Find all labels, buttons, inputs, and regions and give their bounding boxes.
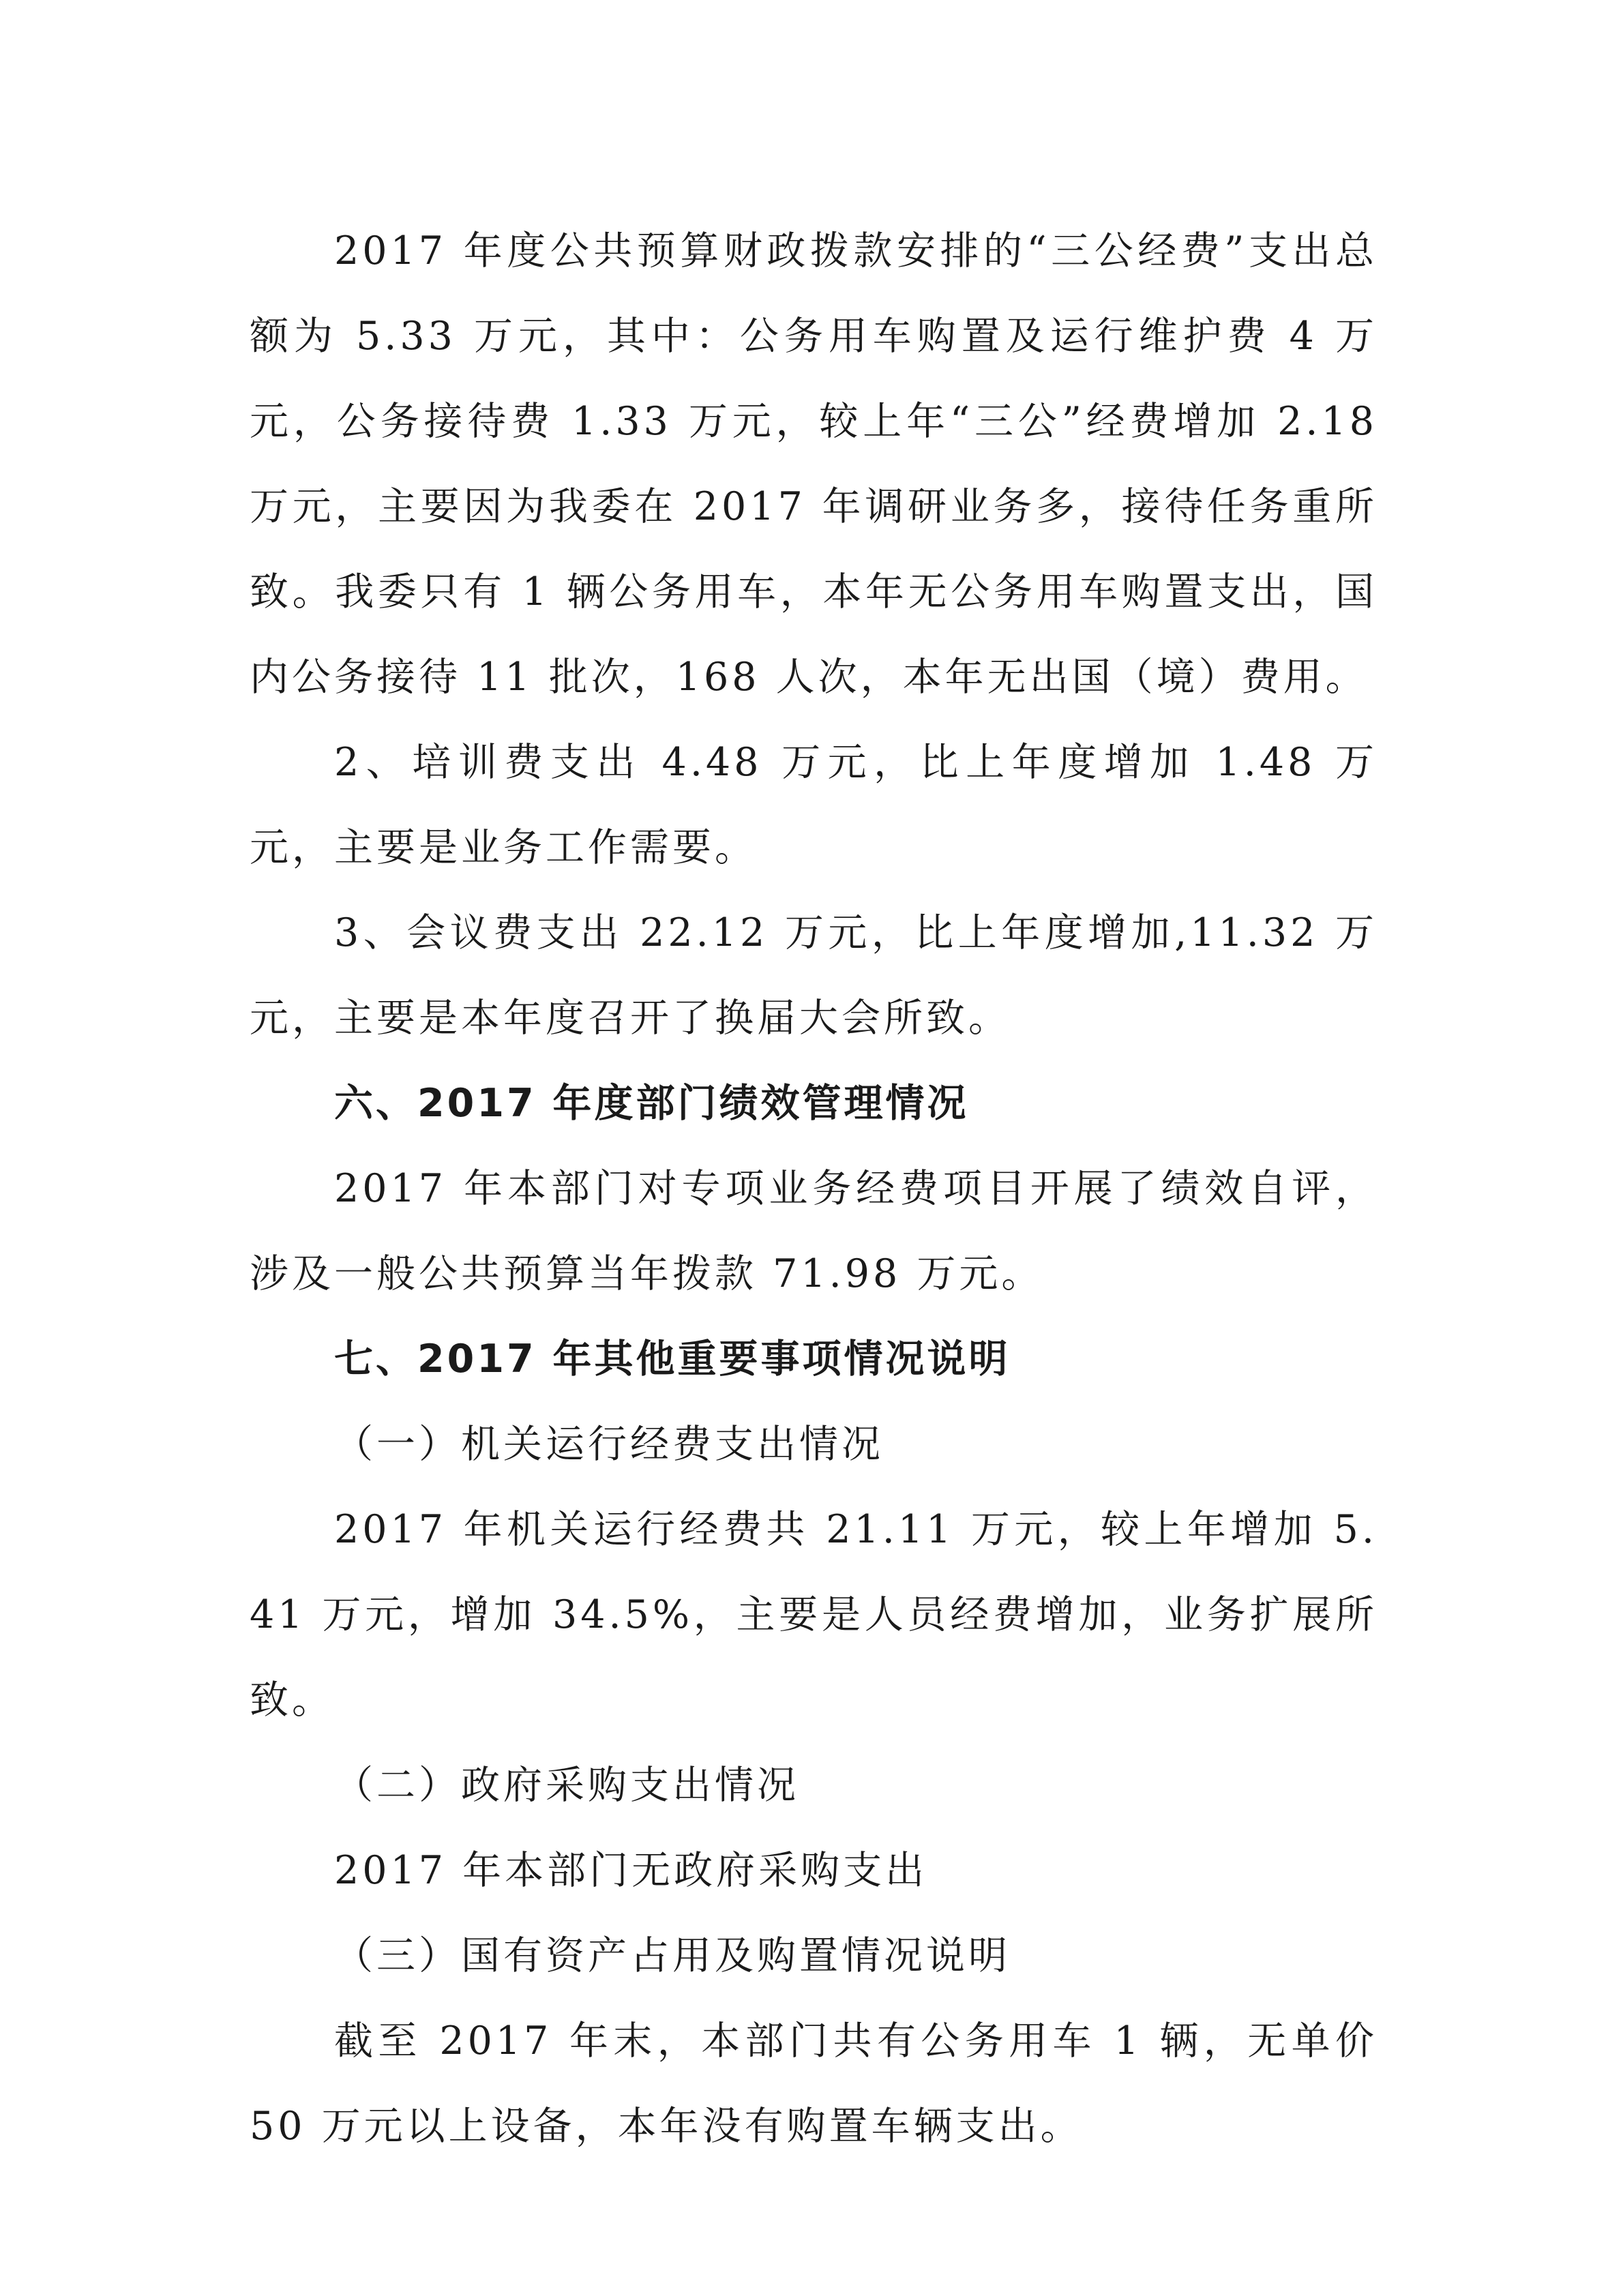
performance-paragraph: 2017 年本部门对专项业务经费项目开展了绩效自评，涉及一般公共预算当年拨款 71.98 万元。	[250, 1166, 1378, 1296]
subheading-operating-expenses: （一）机关运行经费支出情况	[334, 1422, 884, 1467]
section-heading-other-matters: 七、2017 年其他重要事项情况说明	[334, 1337, 1011, 1382]
operating-expenses-paragraph: 2017 年机关运行经费共 21.11 万元，较上年增加 5.41 万元，增加 34.5%，主要是人员经费增加，业务扩展所致。	[250, 1507, 1378, 1723]
section-heading-performance: 六、2017 年度部门绩效管理情况	[334, 1081, 969, 1126]
training-expense-paragraph: 2、培训费支出 4.48 万元，比上年度增加 1.48 万元，主要是业务工作需要。	[250, 740, 1378, 870]
three-public-expenses-paragraph: 2017 年度公共预算财政拨款安排的“三公经费”支出总额为 5.33 万元，其中：公务用车购置及运行维护费 4 万元，公务接待费 1.33 万元，较上年“三公”经费增加 2.18 万元，主要因为我委在 2017 年调研业务多，接待任务重所致。我委只有 1 辆公务用车，本年无公务用车购置支出，国内公务接待 11 批次，168 人次，本年无出国（境）费用。	[250, 228, 1378, 700]
subheading-state-assets: （三）国有资产占用及购置情况说明	[334, 1933, 1011, 1978]
procurement-paragraph: 2017 年本部门无政府采购支出	[334, 1848, 928, 1893]
subheading-procurement: （二）政府采购支出情况	[334, 1763, 799, 1808]
document-body	[250, 209, 1378, 2169]
state-assets-paragraph: 截至 2017 年末，本部门共有公务用车 1 辆，无单价 50 万元以上设备，本年没有购置车辆支出。	[250, 2018, 1378, 2149]
meeting-expense-paragraph: 3、会议费支出 22.12 万元，比上年度增加,11.32 万元，主要是本年度召开了换届大会所致。	[250, 910, 1378, 1041]
